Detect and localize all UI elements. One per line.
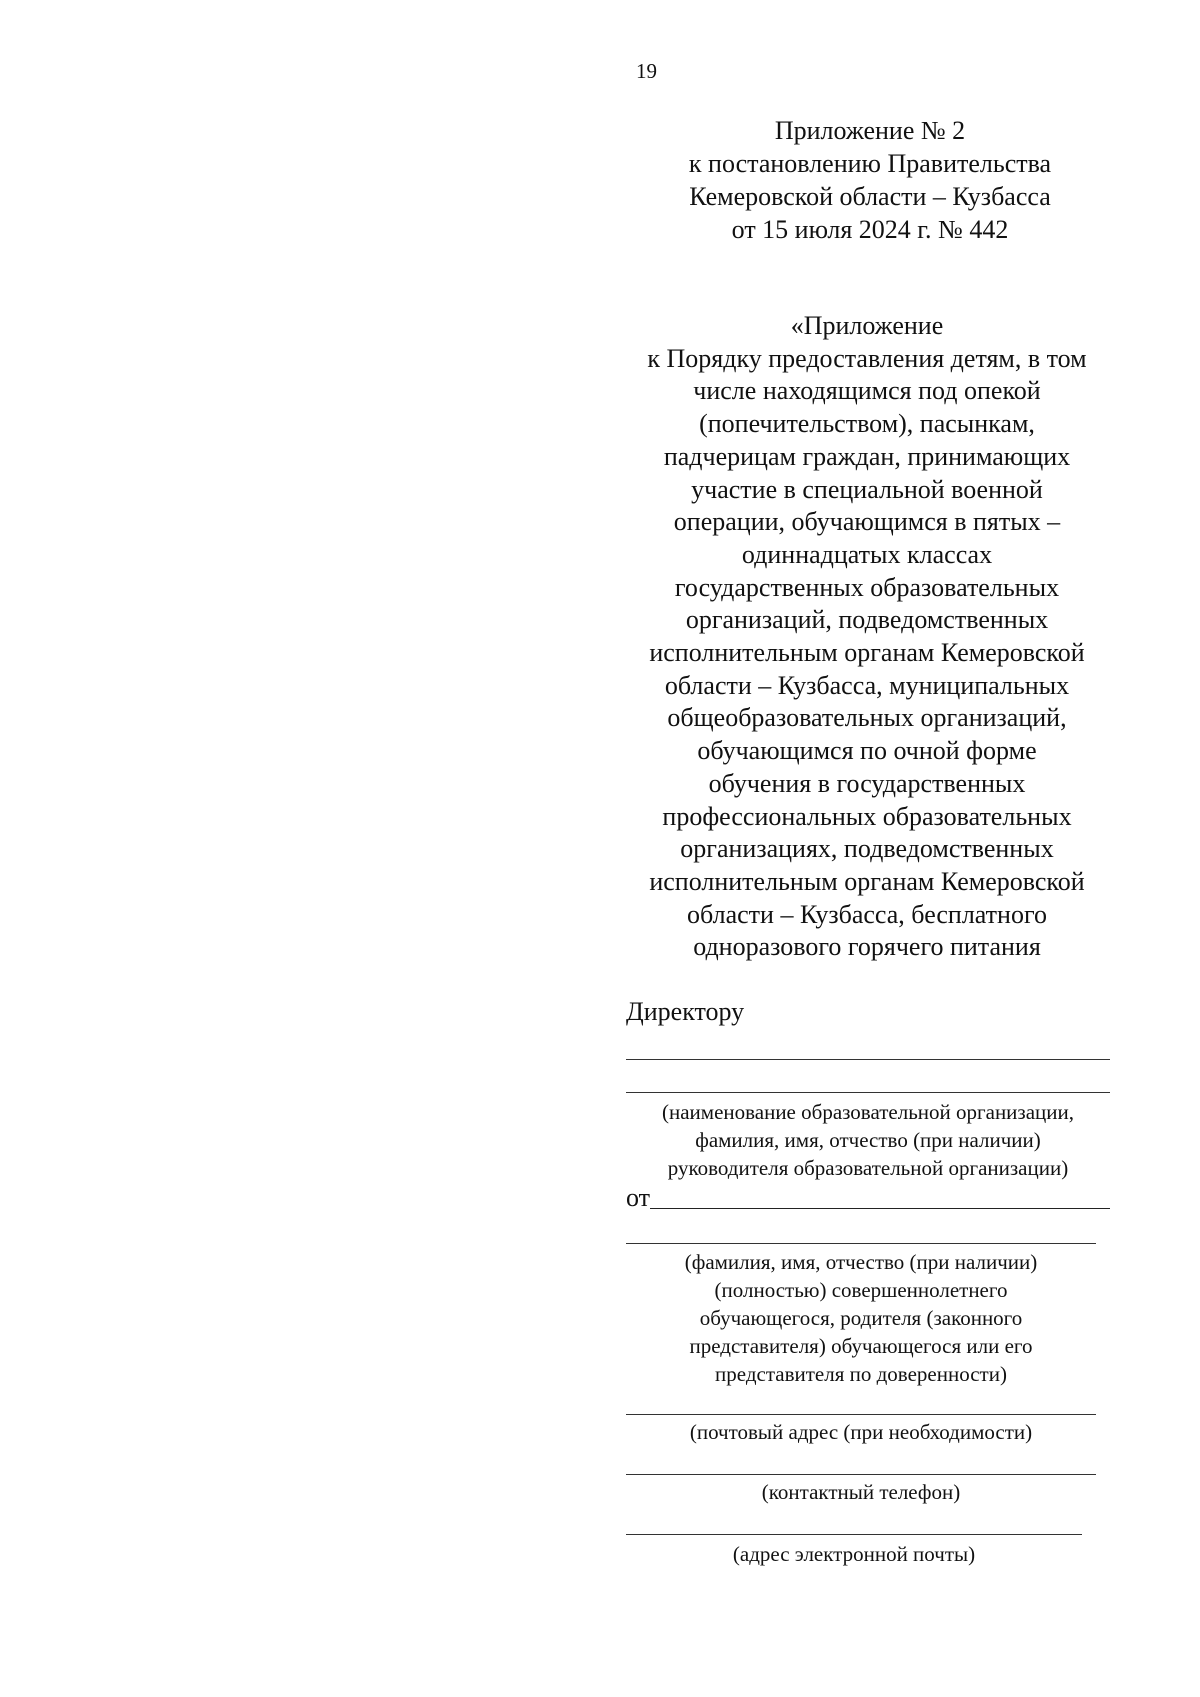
procedure-line: общеобразовательных организаций, <box>667 703 1067 733</box>
appendix-header-line: к постановлению Правительства <box>688 149 1052 178</box>
email-caption: (адрес электронной почты) <box>732 1542 976 1566</box>
caption-line: (фамилия, имя, отчество (при наличии) <box>684 1250 1038 1274</box>
caption-line: руководителя образовательной организации) <box>667 1156 1069 1180</box>
appendix-header-line: от 15 июля 2024 г. № 442 <box>731 215 1009 244</box>
email-fill-line[interactable] <box>626 1534 1082 1535</box>
caption-line: (полностью) совершеннолетнего <box>714 1278 1008 1302</box>
procedure-line: к Порядку предоставления детям, в том <box>647 343 1087 373</box>
procedure-line: обучающимся по очной форме <box>697 736 1037 766</box>
procedure-line: исполнительным органам Кемеровской <box>649 638 1085 668</box>
caption-line: представителя по доверенности) <box>715 1362 1007 1386</box>
procedure-line: (попечительством), пасынкам, <box>699 409 1035 439</box>
procedure-line: операции, обучающимся в пятых – <box>673 507 1061 537</box>
procedure-line: профессиональных образовательных <box>662 801 1072 831</box>
procedure-line: обучения в государственных <box>708 768 1026 798</box>
addressee-label: Директору <box>626 997 745 1026</box>
procedure-line: области – Кузбасса, муниципальных <box>664 670 1070 700</box>
procedure-appendix-title <box>622 310 1112 964</box>
procedure-line: области – Кузбасса, бесплатного <box>687 899 1047 929</box>
phone-caption: (контактный телефон) <box>761 1480 961 1504</box>
appendix-header-line: Приложение № 2 <box>774 116 966 145</box>
postal-address-caption: (почтовый адрес (при необходимости) <box>689 1420 1033 1444</box>
caption-line: фамилия, имя, отчество (при наличии) <box>695 1128 1041 1152</box>
procedure-line: одноразового горячего питания <box>693 932 1041 962</box>
postal-address-fill-line[interactable] <box>626 1414 1096 1415</box>
caption-line: обучающегося, родителя (законного <box>699 1306 1023 1330</box>
organization-caption <box>620 1098 1116 1182</box>
appendix-header <box>630 114 1110 246</box>
procedure-line: государственных образовательных <box>674 572 1060 602</box>
organization-fill-line-1[interactable] <box>626 1059 1110 1060</box>
procedure-line: организаций, подведомственных <box>685 605 1049 635</box>
page-number: 19 <box>636 59 657 83</box>
caption-line: представителя) обучающегося или его <box>689 1334 1033 1358</box>
procedure-line: падчерицам граждан, принимающих <box>663 441 1071 471</box>
from-label: от <box>626 1183 651 1212</box>
caption-line: (наименование образовательной организации, <box>661 1100 1074 1124</box>
from-row <box>626 1182 1110 1213</box>
procedure-line: участие в специальной военной <box>691 474 1043 504</box>
appendix-header-line: Кемеровской области – Кузбасса <box>689 182 1051 211</box>
applicant-caption <box>626 1248 1096 1388</box>
applicant-fill-line-1[interactable] <box>650 1182 1110 1209</box>
procedure-line: одиннадцатых классах <box>741 539 993 569</box>
procedure-line: числе находящимся под опекой <box>693 376 1041 406</box>
procedure-line: «Приложение <box>790 311 944 340</box>
organization-fill-line-2[interactable] <box>626 1092 1110 1093</box>
phone-fill-line[interactable] <box>626 1474 1096 1475</box>
procedure-line: организациях, подведомственных <box>680 834 1054 864</box>
procedure-line: исполнительным органам Кемеровской <box>649 866 1085 896</box>
applicant-fill-line-2[interactable] <box>626 1243 1096 1244</box>
